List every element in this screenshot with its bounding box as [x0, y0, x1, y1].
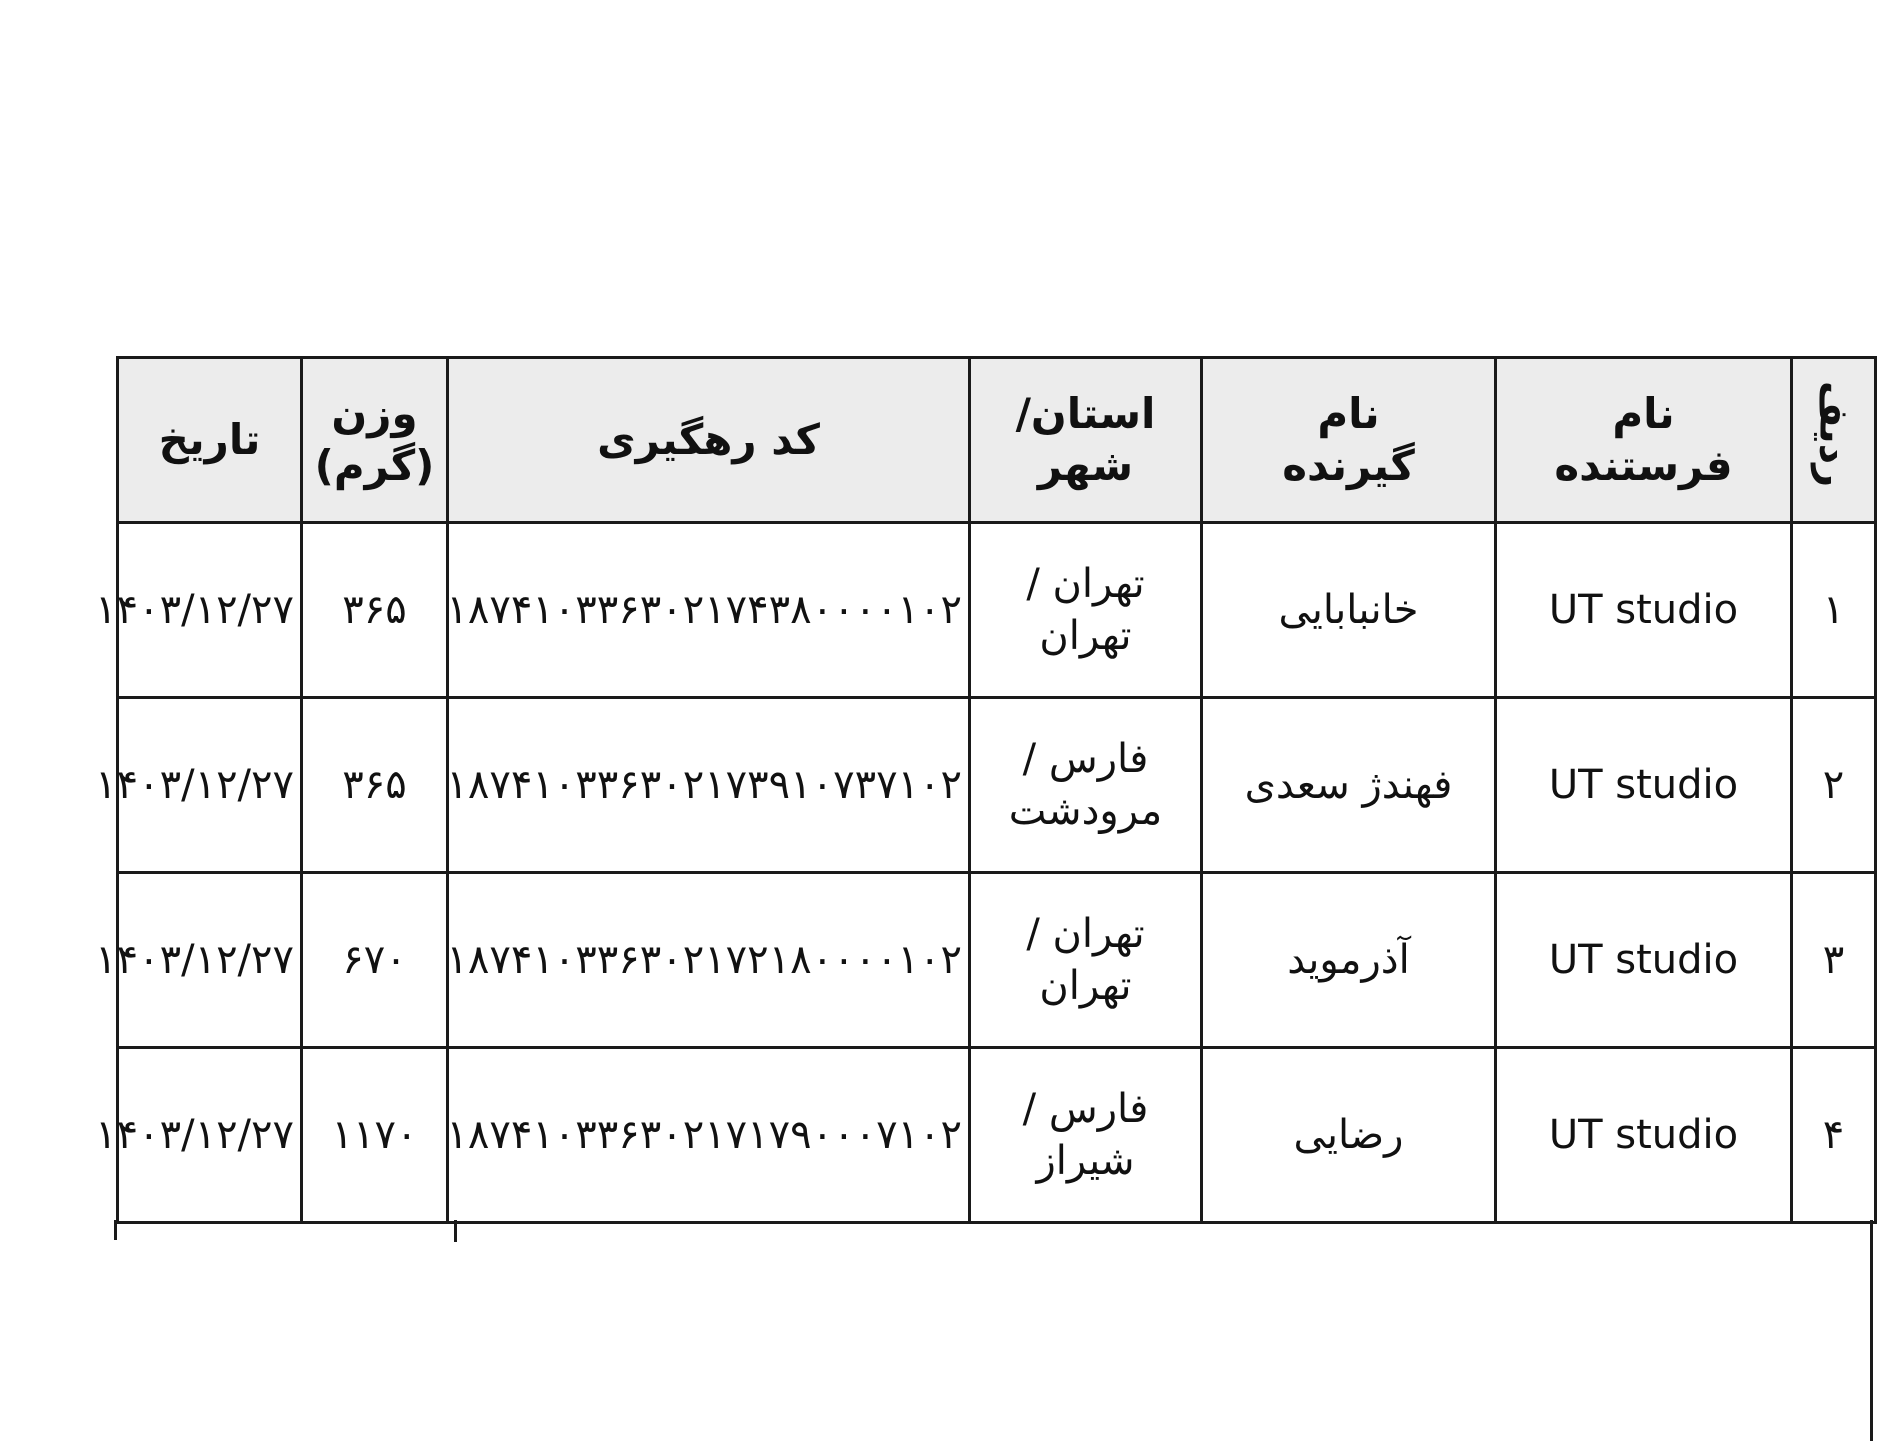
middle-border-tick: [454, 1220, 457, 1242]
city-text: شیراز: [1036, 1138, 1135, 1184]
header-row-number-label: ردیف: [1810, 380, 1857, 488]
table-header-row: [118, 358, 1876, 523]
city-text: تهران: [1039, 613, 1132, 659]
right-border-extension: [1870, 1220, 1873, 1441]
tracking-code-cell: ۱۸۷۴۱۰۳۳۶۳۰۲۱۷۴۳۸۰۰۰۰۱۰۲: [448, 523, 970, 698]
province-city-cell: [970, 1048, 1202, 1223]
header-row-number: [1792, 358, 1876, 523]
province-text: تهران /: [1026, 911, 1145, 957]
date-cell: ۱۴۰۳/۱۲/۲۷: [118, 873, 302, 1048]
header-province-line2: شهر: [1037, 441, 1134, 490]
header-weight-line1: وزن: [331, 389, 418, 438]
header-receiver-name: [1202, 358, 1496, 523]
shipments-table-container: [95, 356, 1874, 1224]
table-row: [118, 523, 1876, 698]
tracking-code-cell: ۱۸۷۴۱۰۳۳۶۳۰۲۱۷۱۷۹۰۰۰۷۱۰۲: [448, 1048, 970, 1223]
province-text: فارس /: [1022, 1086, 1149, 1132]
receiver-cell: خانبابایی: [1202, 523, 1496, 698]
header-tracking-code: کد رهگیری: [448, 358, 970, 523]
row-number-cell: ۴: [1792, 1048, 1876, 1223]
header-sender-name: [1496, 358, 1792, 523]
province-city-cell: [970, 523, 1202, 698]
province-city-cell: [970, 873, 1202, 1048]
header-sender-line1: نام: [1612, 389, 1675, 438]
header-receiver-line2: گیرنده: [1282, 441, 1415, 490]
header-receiver-line1: نام: [1317, 389, 1380, 438]
weight-cell: ۳۶۵: [302, 698, 448, 873]
header-weight-line2: (گرم): [314, 441, 435, 490]
province-text: تهران /: [1026, 561, 1145, 607]
tracking-code-cell: ۱۸۷۴۱۰۳۳۶۳۰۲۱۷۳۹۱۰۷۳۷۱۰۲: [448, 698, 970, 873]
city-text: مرودشت: [1008, 788, 1163, 834]
weight-cell: ۱۱۷۰: [302, 1048, 448, 1223]
header-weight: [302, 358, 448, 523]
left-border-tick: [114, 1220, 117, 1240]
header-sender-line2: فرستنده: [1554, 441, 1733, 490]
table-row: [118, 873, 1876, 1048]
weight-cell: ۳۶۵: [302, 523, 448, 698]
sender-cell: UT studio: [1496, 873, 1792, 1048]
tracking-code-cell: ۱۸۷۴۱۰۳۳۶۳۰۲۱۷۲۱۸۰۰۰۰۱۰۲: [448, 873, 970, 1048]
table-row: [118, 698, 1876, 873]
row-number-cell: ۲: [1792, 698, 1876, 873]
sender-cell: UT studio: [1496, 698, 1792, 873]
sender-cell: UT studio: [1496, 523, 1792, 698]
shipments-table: [95, 356, 1877, 1224]
header-date: تاریخ: [118, 358, 302, 523]
sender-cell: UT studio: [1496, 1048, 1792, 1223]
receiver-cell: فهندژ سعدی: [1202, 698, 1496, 873]
city-text: تهران: [1039, 963, 1132, 1009]
header-province-city: [970, 358, 1202, 523]
row-number-cell: ۱: [1792, 523, 1876, 698]
weight-cell: ۶۷۰: [302, 873, 448, 1048]
date-cell: ۱۴۰۳/۱۲/۲۷: [118, 1048, 302, 1223]
date-cell: ۱۴۰۳/۱۲/۲۷: [118, 698, 302, 873]
receiver-cell: آذرموید: [1202, 873, 1496, 1048]
province-text: فارس /: [1022, 736, 1149, 782]
receiver-cell: رضایی: [1202, 1048, 1496, 1223]
header-province-line1: استان/: [1015, 389, 1156, 438]
province-city-cell: [970, 698, 1202, 873]
row-number-cell: ۳: [1792, 873, 1876, 1048]
table-row: [118, 1048, 1876, 1223]
date-cell: ۱۴۰۳/۱۲/۲۷: [118, 523, 302, 698]
